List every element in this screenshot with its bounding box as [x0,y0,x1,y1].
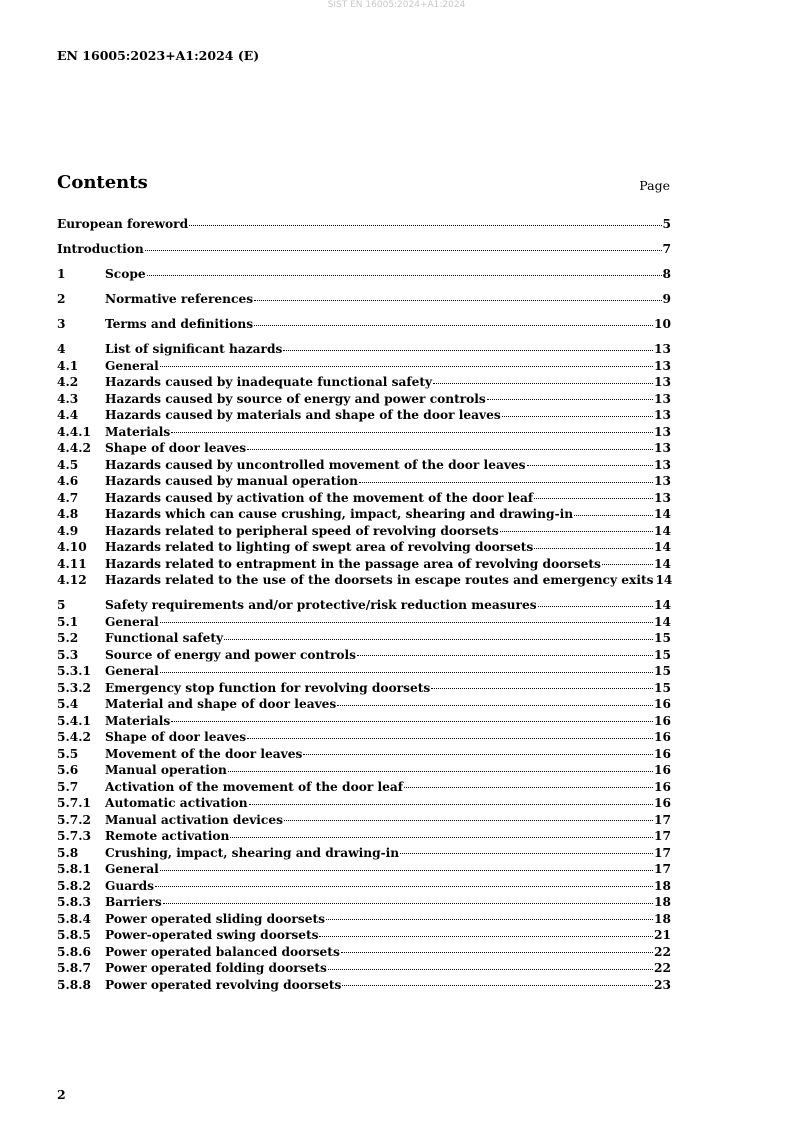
dot-leader [247,737,653,739]
toc-entry-title: General [105,614,159,629]
toc-entry-title: Hazards caused by manual operation [105,474,358,488]
toc-entry-page: 13 [654,342,671,356]
toc-entry[interactable] [57,407,671,424]
toc-entry-title: Shape of door leaves [105,441,247,455]
toc-entry-title: Source of energy and power controls [105,647,357,662]
toc-entry-number: 4.4.1 [57,424,91,439]
dot-leader [602,563,653,565]
toc-entry-page: 16 [654,697,671,711]
page-number: 2 [57,1087,66,1102]
dot-leader [328,968,653,970]
dot-leader [500,530,653,532]
toc-entry[interactable] [57,713,671,730]
toc-entry-number: 5.3.2 [57,680,91,695]
dot-leader [247,448,653,450]
toc-entry-number: 4.11 [57,556,87,571]
toc-entry-title: Materials [105,424,171,439]
toc-entry-number: 3 [57,317,66,331]
toc-entry-title: General [105,664,159,678]
toc-entry-title: Safety requirements and/or protective/risk reduction measures [105,598,537,612]
toc-entry-page: 17 [654,862,671,876]
toc-entry-title: European foreword [57,217,189,231]
dot-leader [189,224,661,226]
toc-entry[interactable] [57,779,671,796]
toc-entry-title: Materials [105,713,171,728]
dot-leader [337,704,653,706]
toc-entry-number: 5.7.2 [57,812,91,827]
dot-leader [357,654,653,656]
toc-entry-number: 4.6 [57,474,79,488]
toc-entry-page: 10 [654,317,671,331]
toc-entry-page: 13 [654,391,671,406]
toc-entry[interactable] [57,341,671,358]
dot-leader [249,803,653,805]
toc-entry-page: 14 [654,540,671,554]
toc-entry-title: General [105,862,159,876]
dot-leader [228,770,653,772]
toc-entry-page: 14 [654,523,671,538]
toc-entry-title: Emergency stop function for revolving doorsets [105,680,431,695]
toc-entry-number: 5 [57,598,66,612]
dot-leader [254,324,653,326]
toc-entry-page: 14 [654,507,671,521]
toc-entry[interactable] [57,828,671,845]
toc-entry[interactable] [57,556,671,573]
toc-entry[interactable] [57,440,671,457]
toc-entry-number: 5.7 [57,779,79,794]
toc-entry[interactable] [57,473,671,490]
toc-entry-title: List of significant hazards [105,342,283,356]
toc-entry-title: Hazards caused by source of energy and power controls [105,391,486,406]
toc-entry-number: 5.7.3 [57,829,91,843]
contents-title: Contents [57,172,148,193]
toc-entry[interactable] [57,960,671,977]
toc-entry-number: 5.8.5 [57,928,91,942]
dot-leader [538,605,653,607]
dot-leader [283,349,653,351]
toc-entry-page: 16 [654,763,671,777]
toc-entry-title: Hazards related to entrapment in the passage area of revolving doorsets [105,556,601,571]
toc-entry-number: 5.8.8 [57,977,91,992]
toc-entry-title: Terms and definitions [105,317,254,331]
dot-leader [404,786,653,788]
toc-entry-title: Activation of the movement of the door leaf [105,779,404,794]
toc-entry-page: 18 [654,895,671,909]
toc-entry-number: 4.12 [57,573,87,587]
toc-entry[interactable] [57,241,671,258]
toc-entry[interactable] [57,539,671,556]
toc-entry[interactable] [57,663,671,680]
toc-entry-page: 8 [662,267,671,281]
dot-leader [433,382,653,384]
toc-entry-title: Scope [105,267,146,281]
toc-entry-title: Material and shape of door leaves [105,697,337,711]
toc-entry[interactable] [57,424,671,441]
toc-entry[interactable] [57,523,671,540]
dot-leader [400,852,653,854]
toc-entry-title: Movement of the door leaves [105,746,303,761]
dot-leader [160,869,653,871]
toc-entry-page: 14 [654,598,671,612]
toc-entry-title: General [105,358,159,373]
dot-leader [487,398,653,400]
toc-entry-title: Hazards caused by materials and shape of the door leaves [105,408,501,422]
dot-leader [230,836,653,838]
toc-entry[interactable] [57,977,671,994]
toc-entry-page: 16 [654,796,671,810]
toc-entry-page: 18 [654,878,671,893]
toc-entry-number: 2 [57,292,66,306]
toc-entry-page: 15 [654,664,671,678]
toc-entry[interactable] [57,291,671,308]
toc-entry-page: 13 [654,375,671,389]
toc-entry-number: 5.8.7 [57,961,91,975]
dot-leader [527,464,653,466]
toc-entry-page: 15 [654,631,671,645]
toc-entry-number: 4.4 [57,408,79,422]
toc-entry[interactable] [57,746,671,763]
toc-entry[interactable] [57,795,671,812]
toc-entry-title: Hazards related to peripheral speed of revolving doorsets [105,523,499,538]
toc-entry-title: Hazards related to lighting of swept area of revolving doorsets [105,540,534,554]
toc-entry[interactable] [57,216,671,233]
toc-entry[interactable] [57,316,671,333]
toc-entry-page: 22 [654,961,671,975]
toc-entry-title: Power operated folding doorsets [105,961,327,975]
toc-entry[interactable] [57,647,671,664]
toc-entry-page: 17 [654,829,671,843]
dot-leader [224,638,653,640]
toc-entry-number: 5.8.6 [57,944,91,959]
dot-leader [147,274,662,276]
toc-entry-number: 5.1 [57,614,79,629]
toc-entry-page: 13 [654,441,671,455]
toc-entry-page: 16 [654,779,671,794]
toc-entry[interactable] [57,861,671,878]
dot-leader [342,984,653,986]
dot-leader [284,819,653,821]
toc-entry-number: 5.3 [57,647,79,662]
toc-entry-title: Crushing, impact, shearing and drawing-in [105,845,400,860]
toc-entry-number: 5.7.1 [57,796,91,810]
toc-entry[interactable] [57,614,671,631]
toc-entry-number: 5.8.1 [57,862,91,876]
toc-entry[interactable] [57,506,671,523]
toc-entry-page: 5 [662,217,671,231]
toc-entry-number: 5.4.2 [57,730,91,744]
toc-entry-title: Power operated sliding doorsets [105,911,325,926]
page-column-label: Page [639,178,670,193]
toc-entry-title: Hazards caused by inadequate functional safety [105,375,433,389]
toc-entry[interactable] [57,630,671,647]
dot-leader [171,431,653,433]
dot-leader [319,935,653,937]
toc-entry[interactable] [57,894,671,911]
dot-leader [341,951,653,953]
toc-entry-page: 22 [654,944,671,959]
dot-leader [160,671,653,673]
toc-entry-page: 13 [654,490,671,505]
toc-entry-title: Power-operated swing doorsets [105,928,319,942]
toc-entry-page: 23 [654,977,671,992]
dot-leader [502,415,653,417]
dot-leader [145,249,662,251]
toc-entry-title: Manual operation [105,763,227,777]
toc-entry-title: Manual activation devices [105,812,283,827]
toc-entry-number: 4.10 [57,540,87,554]
toc-entry-page: 15 [654,647,671,662]
toc-entry-title: Automatic activation [105,796,248,810]
toc-entry-number: 5.3.1 [57,664,91,678]
toc-entry-page: 14 [655,573,673,587]
dot-leader [303,753,653,755]
toc-entry[interactable] [57,374,671,391]
toc-entry-page: 13 [654,358,671,373]
toc-entry-title: Normative references [105,292,254,306]
toc-entry-title: Remote activation [105,829,230,843]
toc-entry[interactable] [57,391,671,408]
dot-leader [155,885,653,887]
table-of-contents [57,216,671,993]
toc-entry-title: Introduction [57,242,144,256]
toc-entry-number: 4.1 [57,358,79,373]
toc-entry-number: 5.8.4 [57,911,91,926]
toc-entry[interactable] [57,878,671,895]
toc-entry-title: Hazards related to the use of the doorsets in escape routes and emergency exits [105,573,654,587]
dot-leader [574,514,653,516]
dot-leader [254,299,661,301]
dot-leader [326,918,653,920]
toc-entry[interactable] [57,812,671,829]
toc-entry-number: 5.6 [57,763,79,777]
toc-entry-page: 21 [654,928,671,942]
toc-entry-page: 13 [654,408,671,422]
toc-entry-page: 14 [654,614,671,629]
toc-entry-title: Functional safety [105,631,224,645]
toc-entry-page: 13 [654,474,671,488]
toc-entry-page: 18 [654,911,671,926]
toc-entry[interactable] [57,490,671,507]
toc-entry-number: 4.9 [57,523,79,538]
toc-entry-number: 5.2 [57,631,79,645]
dot-leader [160,365,653,367]
toc-entry-title: Power operated revolving doorsets [105,977,342,992]
toc-entry[interactable] [57,944,671,961]
toc-entry-number: 5.8.3 [57,895,91,909]
toc-entry-page: 13 [654,457,671,472]
toc-entry[interactable] [57,696,671,713]
toc-entry-number: 4.7 [57,490,79,505]
toc-entry[interactable] [57,266,671,283]
toc-entry-number: 5.4.1 [57,713,91,728]
toc-entry-number: 5.4 [57,697,79,711]
toc-entry[interactable] [57,762,671,779]
toc-entry-title: Power operated balanced doorsets [105,944,340,959]
toc-entry-page: 17 [654,845,671,860]
dot-leader [160,621,653,623]
toc-entry-title: Guards [105,878,154,893]
toc-entry-page: 14 [654,556,671,571]
toc-entry-title: Hazards caused by activation of the movement of the door leaf [105,490,534,505]
dot-leader [534,497,653,499]
toc-entry[interactable] [57,457,671,474]
dot-leader [163,902,653,904]
toc-entry-page: 15 [654,680,671,695]
toc-entry-number: 4.5 [57,457,79,472]
dot-leader [534,547,653,549]
toc-entry-number: 4.3 [57,391,79,406]
toc-entry[interactable] [57,358,671,375]
toc-entry[interactable] [57,845,671,862]
toc-entry-title: Barriers [105,895,162,909]
toc-entry-title: Shape of door leaves [105,730,247,744]
toc-entry-number: 5.8.2 [57,878,91,893]
toc-entry-page: 9 [662,292,671,306]
toc-entry-number: 1 [57,267,66,281]
toc-entry-page: 16 [654,713,671,728]
toc-entry[interactable] [57,680,671,697]
toc-entry-page: 13 [654,424,671,439]
toc-entry[interactable] [57,572,671,589]
toc-entry-page: 16 [654,746,671,761]
toc-entry-number: 5.5 [57,746,79,761]
dot-leader [171,720,653,722]
document-header: EN 16005:2023+A1:2024 (E) [57,48,260,63]
toc-entry-number: 5.8 [57,845,79,860]
toc-entry[interactable] [57,927,671,944]
toc-entry-page: 16 [654,730,671,744]
toc-entry-title: Hazards which can cause crushing, impact, shearing and drawing-in [105,507,574,521]
toc-entry[interactable] [57,729,671,746]
toc-entry-page: 7 [662,242,671,256]
toc-entry-number: 4.8 [57,507,79,521]
toc-entry-number: 4.2 [57,375,79,389]
toc-entry-number: 4.4.2 [57,441,91,455]
dot-leader [431,687,653,689]
watermark: SIST EN 16005:2024+A1:2024 [327,0,466,10]
dot-leader [359,481,653,483]
toc-entry[interactable] [57,597,671,614]
toc-entry-page: 17 [654,812,671,827]
toc-entry[interactable] [57,911,671,928]
toc-entry-number: 4 [57,342,66,356]
toc-entry-title: Hazards caused by uncontrolled movement of the door leaves [105,457,526,472]
